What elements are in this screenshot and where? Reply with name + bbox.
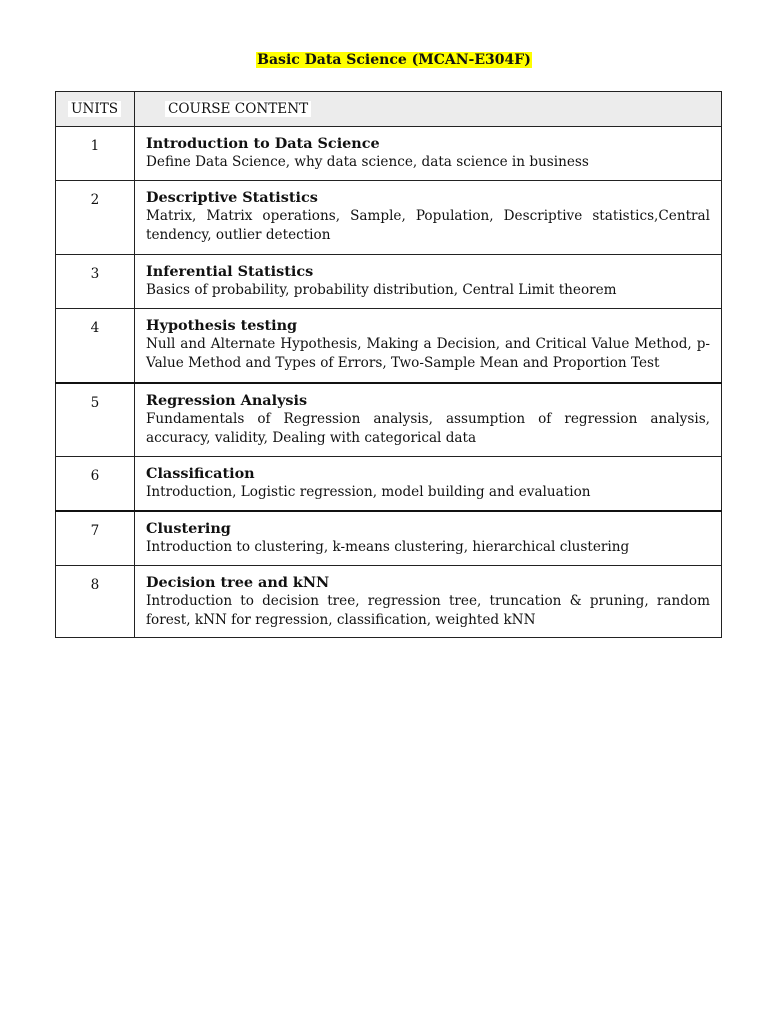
unit-heading: Classification	[146, 465, 255, 482]
unit-description: Matrix, Matrix operations, Sample, Population, Descriptive statistics,Central tendency, outlier detection	[146, 208, 710, 243]
syllabus-table	[55, 91, 722, 638]
table-row	[56, 255, 722, 309]
unit-description: Fundamentals of Regression analysis, assumption of regression analysis, accuracy, validity, Dealing with categorical data	[146, 411, 710, 446]
unit-number: 2	[56, 181, 135, 255]
unit-number: 1	[56, 127, 135, 181]
unit-number: 8	[56, 566, 135, 638]
unit-content	[135, 255, 722, 309]
unit-content	[135, 511, 722, 566]
unit-number: 3	[56, 255, 135, 309]
table-row	[56, 457, 722, 512]
document-title-text: Basic Data Science (MCAN-E304F)	[257, 52, 531, 68]
unit-description: Basics of probability, probability distribution, Central Limit theorem	[146, 282, 617, 298]
unit-number: 6	[56, 457, 135, 512]
unit-content	[135, 127, 722, 181]
unit-content	[135, 457, 722, 512]
unit-heading: Hypothesis testing	[146, 317, 298, 334]
unit-content	[135, 383, 722, 457]
course-content-header: COURSE CONTENT	[165, 101, 311, 117]
table-row	[56, 383, 722, 457]
unit-number: 4	[56, 309, 135, 384]
unit-number: 5	[56, 383, 135, 457]
unit-content	[135, 309, 722, 384]
unit-description: Introduction to clustering, k-means clustering, hierarchical clustering	[146, 539, 630, 555]
unit-heading: Descriptive Statistics	[146, 189, 318, 206]
table-row	[56, 566, 722, 638]
unit-description: Introduction to decision tree, regression tree, truncation & pruning, random forest, kNN for regression, classification, weighted kNN	[146, 593, 710, 628]
unit-heading: Introduction to Data Science	[146, 135, 380, 152]
unit-heading: Clustering	[146, 520, 231, 537]
table-header-row	[56, 92, 722, 127]
unit-description: Introduction, Logistic regression, model building and evaluation	[146, 484, 591, 500]
unit-heading: Decision tree and kNN	[146, 574, 330, 591]
content-header-cell	[135, 92, 722, 127]
unit-description: Define Data Science, why data science, data science in business	[146, 154, 589, 170]
unit-number: 7	[56, 511, 135, 566]
table-row	[56, 127, 722, 181]
units-header: UNITS	[68, 101, 121, 117]
table-row	[56, 511, 722, 566]
unit-heading: Inferential Statistics	[146, 263, 314, 280]
table-row	[56, 181, 722, 255]
unit-heading: Regression Analysis	[146, 392, 308, 409]
table-row	[56, 309, 722, 384]
unit-description: Null and Alternate Hypothesis, Making a Decision, and Critical Value Method, p-Value Method and Types of Errors, Two-Sample Mean and Proportion Test	[146, 336, 710, 371]
document-title	[0, 50, 768, 70]
unit-content	[135, 181, 722, 255]
units-header-cell	[56, 92, 135, 127]
unit-content	[135, 566, 722, 638]
